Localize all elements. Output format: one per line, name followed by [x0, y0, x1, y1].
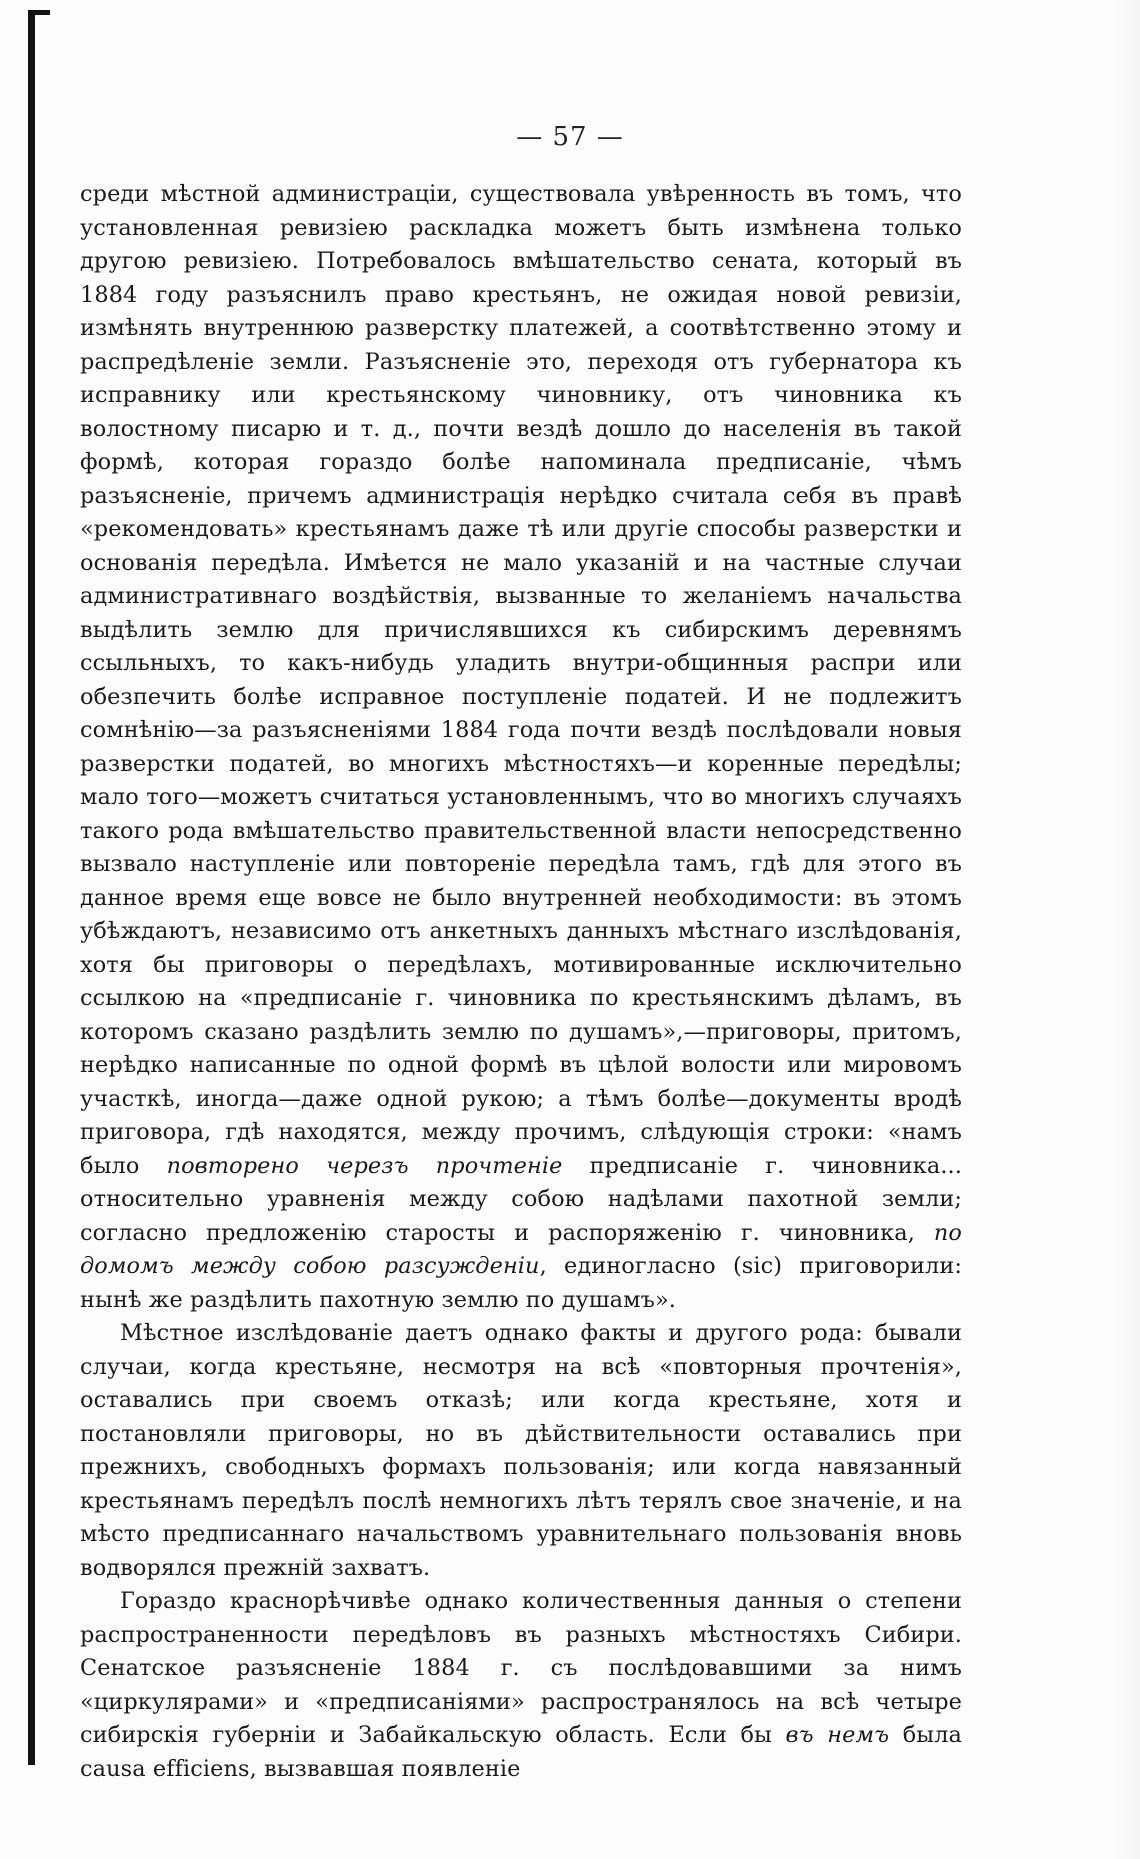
- page-binding-edge: [28, 10, 35, 1765]
- paragraph-3-text: Гораздо краснорѣчивѣе однако количественныя данныя о степени распространенности передѣловъ въ разныхъ мѣстностяхъ Сибири. Сенатское разъясненіе 1884 г. съ послѣдовавшими за нимъ «циркулярами» и «предписаніями» распространялось на всѣ четыре сибирскія губерніи и Забайкальскую область. Если бы: [80, 1588, 962, 1748]
- paragraph-1: [80, 178, 962, 1317]
- paragraph-1-italic-2: по домомъ между собою разсужденіи: [80, 1219, 962, 1279]
- paragraph-2: [80, 1317, 962, 1585]
- page-number: — 57 —: [516, 122, 624, 152]
- page-binding-corner: [28, 10, 50, 15]
- page-fold-shadow: [1110, 0, 1140, 1859]
- paragraph-1-text: среди мѣстной администраціи, существовала увѣренность въ томъ, что установленная ревизіею раскладка можетъ быть измѣнена только другою ревизіею. Потребовалось вмѣшательство сената, который въ 1884 году разъяснилъ право крестьянъ, не ожидая новой ревизіи, измѣнять внутреннюю разверстку платежей, а соотвѣтственно этому и распредѣленіе земли. Разъясненіе это, переходя отъ губернатора къ исправнику или крестьянскому чиновнику, отъ чиновника къ волостному писарю и т. д., почти вездѣ дошло до населенія въ такой формѣ, которая гораздо болѣе напоминала предписаніе, чѣмъ разъясненіе, причемъ администрація нерѣдко считала себя въ правѣ «рекомендовать» крестьянамъ даже тѣ или другіе способы разверстки и основанія передѣла. Имѣется не мало указаній и на частные случаи административнаго воздѣйствія, вызванные то желаніемъ начальства выдѣлить землю для причислявшихся къ сибирскимъ деревнямъ ссыльныхъ, то какъ-нибудь уладить внутри-общинныя распри или обезпечить болѣе исправное поступленіе податей. И не подлежитъ сомнѣнію—за разъясненіями 1884 года почти вездѣ послѣдовали новыя разверстки податей, во многихъ мѣстностяхъ—и коренные передѣлы; мало того—можетъ считаться установленнымъ, что во многихъ случаяхъ такого рода вмѣшательство правительственной власти непосредственно вызвало наступленіе или повтореніе передѣла тамъ, гдѣ для этого въ данное время еще вовсе не было внутренней необходимости: въ этомъ убѣждаютъ, независимо отъ анкетныхъ данныхъ мѣстнаго изслѣдованія, хотя бы приговоры о передѣлахъ, мотивированные исключительно ссылкою на «предписаніе г. чиновника по крестьянскимъ дѣламъ, въ которомъ сказано раздѣлить землю по душамъ»,—приговоры, притомъ, нерѣдко написанные по одной формѣ въ цѣлой волости или мировомъ участкѣ, иногда—даже одной рукою; а тѣмъ болѣе—документы вродѣ приговора, гдѣ находятся, между прочимъ, слѣдующія строки: «намъ было: [80, 181, 962, 1179]
- paragraph-2-text: Мѣстное изслѣдованіе даетъ однако факты и другого рода: бывали случаи, когда крестьяне, несмотря на всѣ «повторныя прочтенія», оставались при своемъ отказѣ; или когда крестьяне, хотя и постановляли приговоры, но въ дѣйствительности оставались при прежнихъ, свободныхъ формахъ пользованія; или когда навязанный крестьянамъ передѣлъ послѣ немногихъ лѣтъ терялъ свое значеніе, и на мѣсто предписаннаго начальствомъ уравнительнаго пользованія вновь водворялся прежній захватъ.: [80, 1320, 962, 1581]
- paragraph-1-text-3: , единогласно (sic) приговорили: нынѣ же раздѣлить пахотную землю по душамъ».: [80, 1253, 962, 1313]
- body-text: [80, 178, 962, 1786]
- paragraph-3-italic-1: въ немъ: [785, 1722, 890, 1748]
- paragraph-1-text-2: предписаніе г. чиновника... относительно уравненія между собою надѣлами пахотной земли; согласно предложенію старосты и распоряженію г. чиновника,: [80, 1152, 962, 1246]
- paragraph-3: [80, 1585, 962, 1786]
- paragraph-1-italic-1: повторено черезъ прочтеніе: [166, 1152, 563, 1179]
- paragraph-3-text-2: была causa efficiens, вызвавшая появленіе: [80, 1722, 962, 1782]
